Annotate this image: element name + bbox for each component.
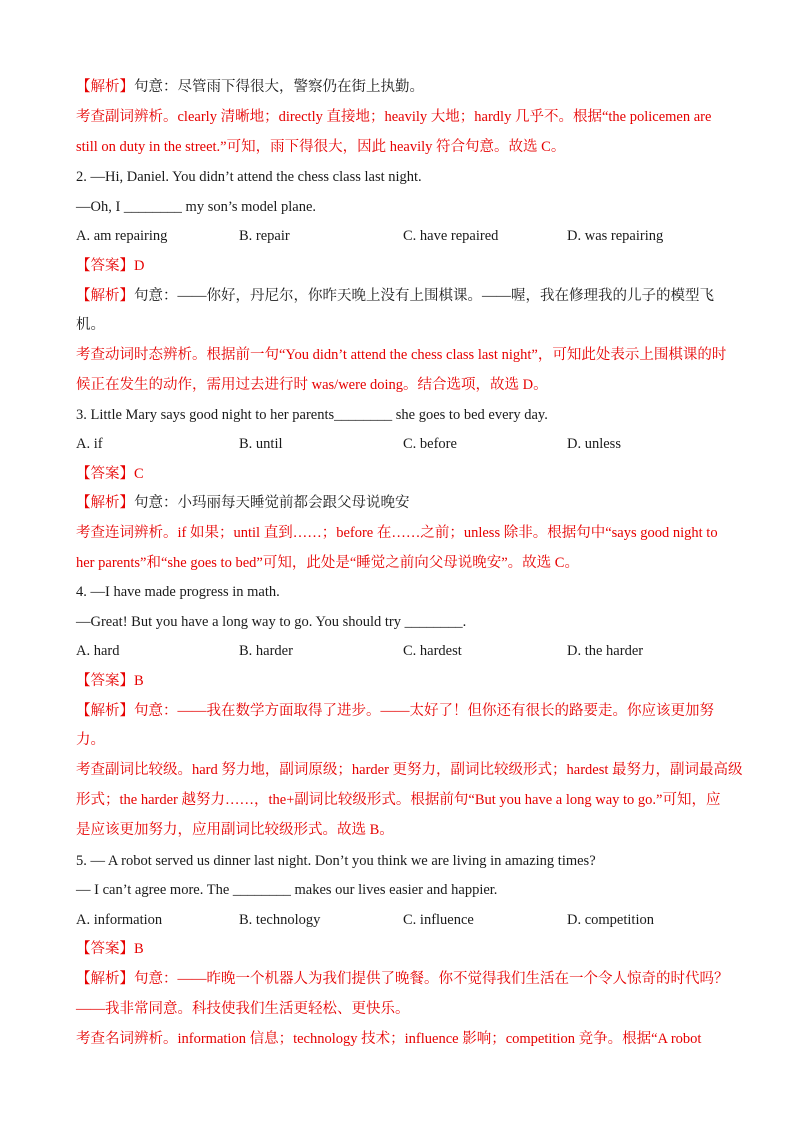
q2-options xyxy=(76,226,726,246)
q4-option-c: C. hardest xyxy=(403,643,462,659)
q4-analysis-text: 句意：——我在数学方面取得了进步。——太好了！但你还有很长的路要走。你应该更加努 xyxy=(134,703,714,719)
q4-explanation-line-1: 考查副词比较级。hard 努力地，副词原级；harder 更努力，副词比较级形式；hardest 最努力，副词最高级 xyxy=(76,762,743,778)
analysis-label: 【解析】 xyxy=(76,971,134,987)
q5-stem-line-2: — I can’t agree more. The ________ makes our lives easier and happier. xyxy=(76,882,498,898)
q2-analysis-text: 句意：——你好，丹尼尔，你昨天晚上没有上围棋课。——喔，我在修理我的儿子的模型飞 xyxy=(134,288,714,304)
q2-answer: 【答案】D xyxy=(76,258,145,274)
q3-analysis-text: 句意：小玛丽每天睡觉前都会跟父母说晚安 xyxy=(134,495,410,511)
q3-option-b: B. until xyxy=(239,436,283,452)
q4-option-a: A. hard xyxy=(76,643,120,659)
q5-option-d: D. competition xyxy=(567,912,654,928)
q2-option-a: A. am repairing xyxy=(76,228,168,244)
q4-stem-line-1: 4. —I have made progress in math. xyxy=(76,584,280,600)
q5-option-b: B. technology xyxy=(239,912,321,928)
q1-analysis-text: 句意：尽管雨下得很大，警察仍在街上执勤。 xyxy=(134,79,424,95)
analysis-label: 【解析】 xyxy=(76,495,134,511)
q3-stem-line-1: 3. Little Mary says good night to her parents________ she goes to bed every day. xyxy=(76,407,548,423)
q5-analysis-line-2: ——我非常同意。科技使我们生活更轻松、更快乐。 xyxy=(76,1001,410,1017)
q5-options xyxy=(76,910,726,930)
q5-option-c: C. influence xyxy=(403,912,474,928)
q4-analysis-line-2: 力。 xyxy=(76,732,105,748)
analysis-label: 【解析】 xyxy=(76,288,134,304)
q2-stem-line-1: 2. —Hi, Daniel. You didn’t attend the chess class last night. xyxy=(76,169,422,185)
q5-option-a: A. information xyxy=(76,912,163,928)
q5-analysis-text: 句意：——昨晚一个机器人为我们提供了晚餐。你不觉得我们生活在一个令人惊奇的时代吗？ xyxy=(134,971,729,987)
q4-explanation-line-2: 形式；the harder 越努力……，the+副词比较级形式。根据前句“But you have a long way to go.”可知，应 xyxy=(76,792,721,808)
q1-explanation-line-1: 考查副词辨析。clearly 清晰地；directly 直接地；heavily 大地；hardly 几乎不。根据“the policemen are xyxy=(76,109,712,125)
q3-analysis-line-1 xyxy=(76,493,410,513)
q5-explanation-line-1: 考查名词辨析。information 信息；technology 技术；influence 影响；competition 竞争。根据“A robot xyxy=(76,1031,702,1047)
q4-analysis-line-1 xyxy=(76,701,714,721)
q1-analysis xyxy=(76,77,424,97)
q4-stem-line-2: —Great! But you have a long way to go. You should try ________. xyxy=(76,614,467,630)
q1-explanation-line-2: still on duty in the street.”可知，雨下得很大，因此 heavily 符合句意。故选 C。 xyxy=(76,139,566,155)
q2-explanation-line-2: 候正在发生的动作，需用过去进行时 was/were doing。结合选项，故选 D。 xyxy=(76,377,548,393)
q2-option-b: B. repair xyxy=(239,228,290,244)
analysis-label: 【解析】 xyxy=(76,703,134,719)
q3-answer: 【答案】C xyxy=(76,466,144,482)
q2-option-c: C. have repaired xyxy=(403,228,499,244)
q3-option-d: D. unless xyxy=(567,436,621,452)
q2-stem-line-2: —Oh, I ________ my son’s model plane. xyxy=(76,199,317,215)
q5-analysis-line-1 xyxy=(76,969,729,989)
q2-explanation-line-1: 考查动词时态辨析。根据前一句“You didn’t attend the chess class last night”，可知此处表示上围棋课的时 xyxy=(76,347,727,363)
q3-option-a: A. if xyxy=(76,436,103,452)
q5-stem-line-1: 5. — A robot served us dinner last night. Don’t you think we are living in amazing times? xyxy=(76,853,596,869)
q3-option-c: C. before xyxy=(403,436,457,452)
q3-explanation-line-1: 考查连词辨析。if 如果；until 直到……；before 在……之前；unless 除非。根据句中“says good night to xyxy=(76,525,718,541)
q5-answer: 【答案】B xyxy=(76,941,144,957)
q3-explanation-line-2: her parents”和“she goes to bed”可知，此处是“睡觉之前向父母说晚安”。故选 C。 xyxy=(76,555,579,571)
q4-option-d: D. the harder xyxy=(567,643,644,659)
q2-analysis-line-2: 机。 xyxy=(76,317,105,333)
q4-options xyxy=(76,641,726,661)
analysis-label: 【解析】 xyxy=(76,79,134,95)
q3-options xyxy=(76,434,726,454)
q4-option-b: B. harder xyxy=(239,643,293,659)
q4-answer: 【答案】B xyxy=(76,673,144,689)
q4-explanation-line-3: 是应该更加努力，应用副词比较级形式。故选 B。 xyxy=(76,822,394,838)
q2-option-d: D. was repairing xyxy=(567,228,664,244)
q2-analysis-line-1 xyxy=(76,286,714,306)
